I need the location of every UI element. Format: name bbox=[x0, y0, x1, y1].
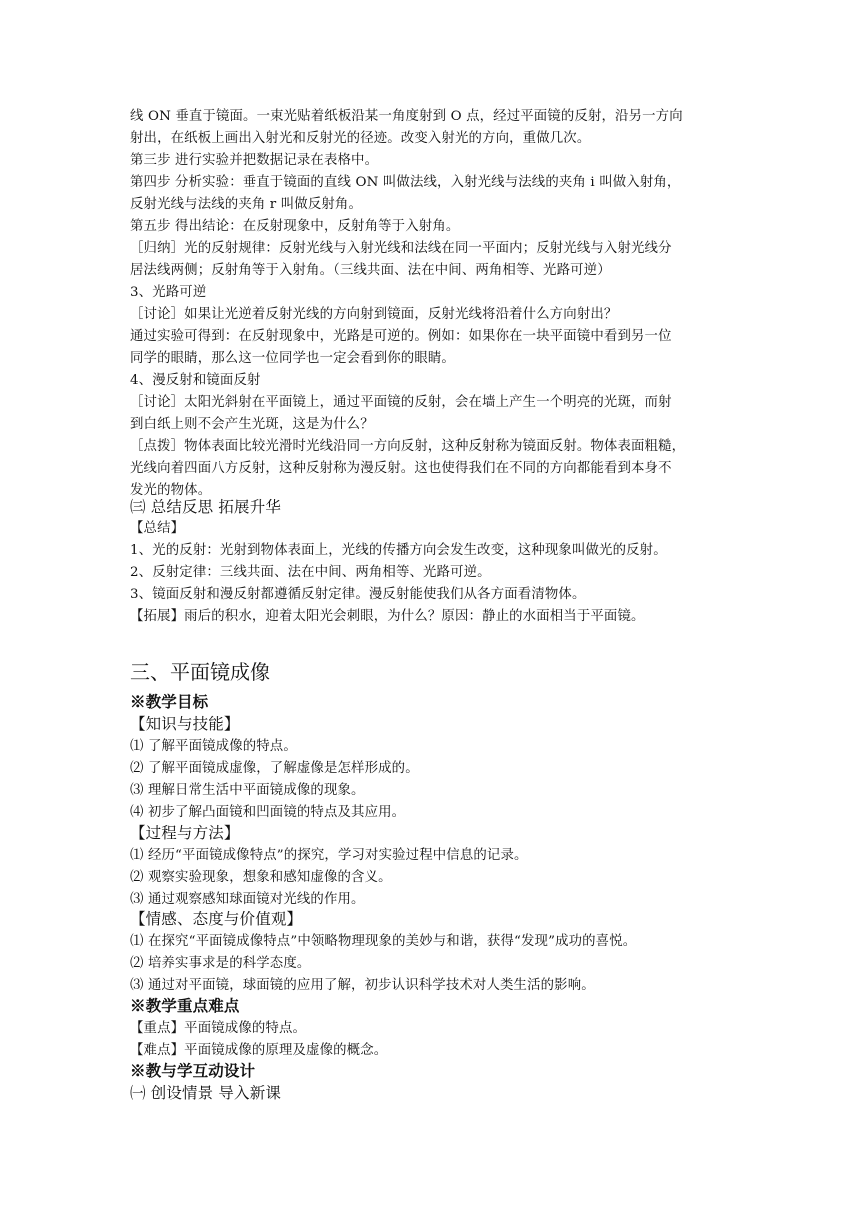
list-item: ⑶ 通过对平面镜，球面镜的应用了解，初步认识科学技术对人类生活的影响。 bbox=[130, 978, 595, 993]
summary-label: 【总结】 bbox=[130, 521, 185, 536]
list-item: ⑶ 理解日常生活中平面镜成像的现象。 bbox=[130, 783, 365, 798]
paragraph-line: 光线向着四面八方反射，这种反射称为漫反射。这也使得我们在不同的方向都能看到本身不 bbox=[130, 461, 672, 476]
list-item: ⑵ 培养实事求是的科学态度。 bbox=[130, 956, 311, 971]
list-item: ⑷ 初步了解凸面镜和凹面镜的特点及其应用。 bbox=[130, 805, 406, 820]
section-title: 三、平面镜成像 bbox=[130, 660, 270, 684]
list-item: ⑴ 在探究“平面镜成像特点”中领略物理现象的美妙与和谐，获得“发现”成功的喜悦。 bbox=[130, 934, 637, 949]
paragraph-line: 射出，在纸板上画出入射光和反射光的径迹。改变入射光的方向，重做几次。 bbox=[130, 131, 591, 146]
paragraph-line: 居法线两侧；反射角等于入射角。（三线共面、法在中间、两角相等、光路可逆） bbox=[130, 263, 611, 278]
paragraph-line: ［讨论］如果让光逆着反射光线的方向射到镜面，反射光线将沿着什么方向射出？ bbox=[130, 307, 618, 322]
list-item: ⑴ 了解平面镜成像的特点。 bbox=[130, 739, 297, 754]
paragraph-line: ［归纳］光的反射规律：反射光线与入射光线和法线在同一平面内；反射光线与入射光线分 bbox=[130, 241, 672, 256]
paragraph-line: 反射光线与法线的夹角 r 叫做反射角。 bbox=[130, 197, 363, 212]
subheading: 3、光路可逆 bbox=[130, 285, 207, 300]
intro-heading: ㈠ 创设情景 导入新课 bbox=[130, 1084, 282, 1102]
list-item: ⑴ 经历“平面镜成像特点”的探究，学习对实验过程中信息的记录。 bbox=[130, 848, 528, 863]
list-item: ⑶ 通过观察感知球面镜对光线的作用。 bbox=[130, 892, 365, 907]
list-item: ⑵ 观察实验现象，想象和感知虚像的含义。 bbox=[130, 870, 392, 885]
keypoint-line: 【重点】平面镜成像的特点。 bbox=[130, 1021, 307, 1036]
summary-heading: ㈢ 总结反思 拓展升华 bbox=[130, 498, 282, 516]
emotion-heading: 【情感、态度与价值观】 bbox=[130, 910, 303, 928]
summary-line: 2、反射定律：三线共面、法在中间、两角相等、光路可逆。 bbox=[130, 565, 491, 580]
keypoints-heading: ※教学重点难点 bbox=[130, 996, 240, 1015]
paragraph-line: 第四步 分析实验：垂直于镜面的直线 ON 叫做法线，入射光线与法线的夹角 i 叫做入射角， bbox=[130, 175, 681, 190]
list-item: ⑵ 了解平面镜成虚像，了解虚像是怎样形成的。 bbox=[130, 761, 419, 776]
objectives-heading: ※教学目标 bbox=[130, 692, 209, 711]
summary-line: 3、镜面反射和漫反射都遵循反射定律。漫反射能使我们从各方面看清物体。 bbox=[130, 587, 586, 602]
knowledge-heading: 【知识与技能】 bbox=[130, 715, 240, 733]
paragraph-line: ［讨论］太阳光斜射在平面镜上，通过平面镜的反射，会在墙上产生一个明亮的光斑，而射 bbox=[130, 395, 672, 410]
paragraph-line: 通过实验可得到：在反射现象中，光路是可逆的。例如：如果你在一块平面镜中看到另一位 bbox=[130, 329, 672, 344]
paragraph-line: 同学的眼睛，那么这一位同学也一定会看到你的眼睛。 bbox=[130, 351, 455, 366]
paragraph-line: 到白纸上则不会产生光斑，这是为什么？ bbox=[130, 417, 374, 432]
summary-line: 1、光的反射：光射到物体表面上，光线的传播方向会发生改变，这种现象叫做光的反射。 bbox=[130, 543, 667, 558]
interaction-heading: ※教与学互动设计 bbox=[130, 1061, 256, 1080]
paragraph-line: ［点拨］物体表面比较光滑时光线沿同一方向反射，这种反射称为镜面反射。物体表面粗糙， bbox=[130, 439, 686, 454]
paragraph-line: 发光的物体。 bbox=[130, 483, 212, 498]
difficulty-line: 【难点】平面镜成像的原理及虚像的概念。 bbox=[130, 1043, 388, 1058]
process-heading: 【过程与方法】 bbox=[130, 824, 240, 842]
subheading: 4、漫反射和镜面反射 bbox=[130, 373, 261, 388]
paragraph-line: 线 ON 垂直于镜面。一束光贴着纸板沿某一角度射到 O 点，经过平面镜的反射，沿另一方向 bbox=[130, 109, 683, 124]
paragraph-line: 第三步 进行实验并把数据记录在表格中。 bbox=[130, 153, 379, 168]
summary-line: 【拓展】雨后的积水，迎着太阳光会刺眼，为什么？原因：静止的水面相当于平面镜。 bbox=[130, 609, 645, 624]
paragraph-line: 第五步 得出结论：在反射现象中，反射角等于入射角。 bbox=[130, 219, 460, 234]
